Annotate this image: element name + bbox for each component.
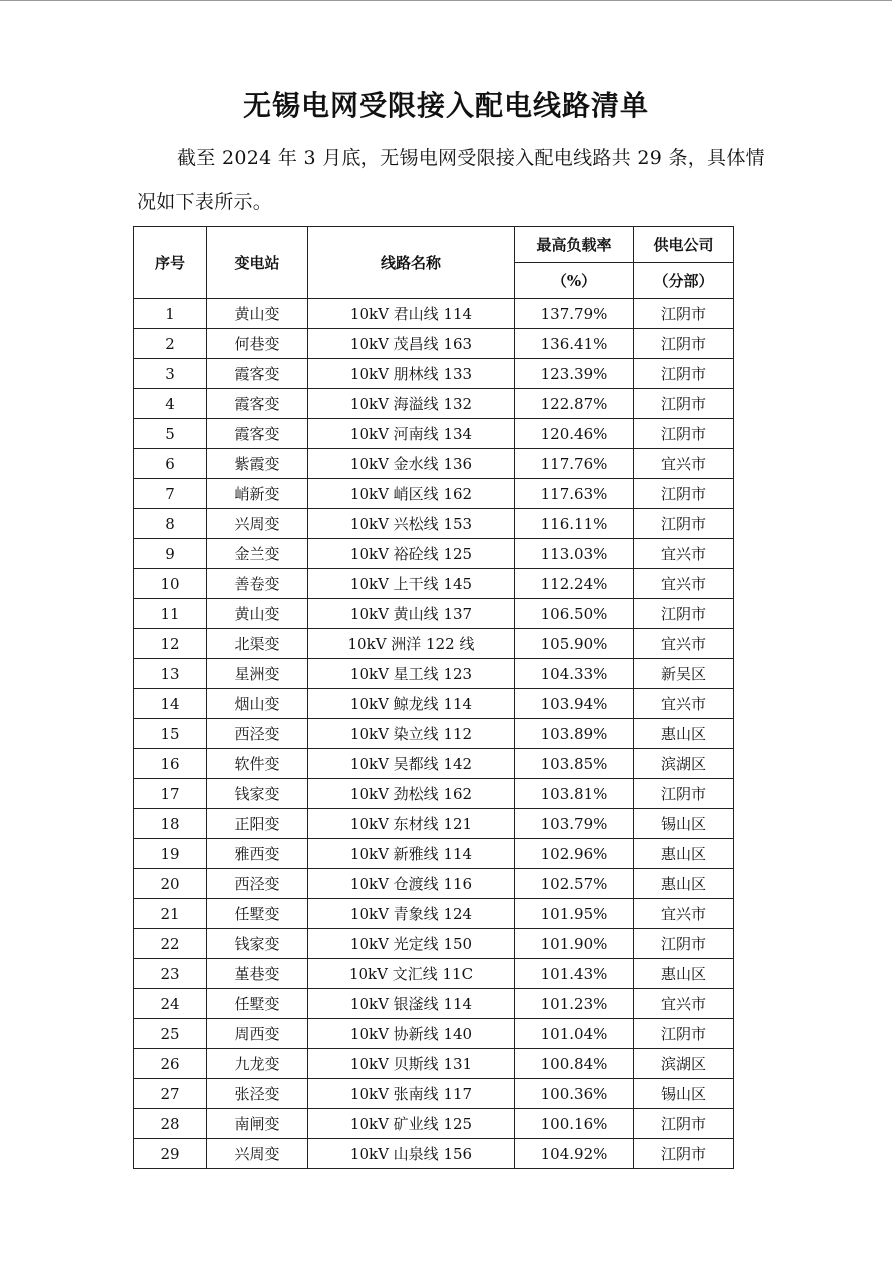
cell-substation: 九龙变 [207, 1049, 308, 1079]
cell-substation: 紫霞变 [207, 449, 308, 479]
cell-no: 19 [134, 839, 207, 869]
table-row [134, 599, 734, 629]
table-row [134, 659, 734, 689]
cell-line-name: 10kV 茂昌线 163 [308, 329, 515, 359]
cell-company: 江阴市 [634, 389, 734, 419]
cell-no: 20 [134, 869, 207, 899]
document-title: 无锡电网受限接入配电线路清单 [242, 89, 649, 122]
header-power-company: 供电公司 [634, 227, 734, 263]
table-header [134, 227, 734, 299]
cell-company: 江阴市 [634, 1139, 734, 1169]
cell-company: 江阴市 [634, 599, 734, 629]
table-row [134, 329, 734, 359]
cell-load-rate: 103.85% [515, 749, 634, 779]
cell-no: 25 [134, 1019, 207, 1049]
cell-no: 1 [134, 299, 207, 329]
cell-substation: 西泾变 [207, 869, 308, 899]
cell-load-rate: 105.90% [515, 629, 634, 659]
restricted-lines-table [133, 226, 734, 1169]
cell-line-name: 10kV 鲸龙线 114 [308, 689, 515, 719]
cell-company: 江阴市 [634, 299, 734, 329]
cell-no: 13 [134, 659, 207, 689]
cell-load-rate: 116.11% [515, 509, 634, 539]
table-row [134, 509, 734, 539]
table-row [134, 299, 734, 329]
header-max-load-rate: 最高负载率 [515, 227, 634, 263]
cell-no: 28 [134, 1109, 207, 1139]
cell-no: 14 [134, 689, 207, 719]
header-no: 序号 [134, 227, 207, 299]
cell-line-name: 10kV 海溢线 132 [308, 389, 515, 419]
cell-company: 滨湖区 [634, 1049, 734, 1079]
cell-load-rate: 117.76% [515, 449, 634, 479]
cell-substation: 霞客变 [207, 419, 308, 449]
cell-substation: 软件变 [207, 749, 308, 779]
cell-no: 9 [134, 539, 207, 569]
cell-company: 惠山区 [634, 839, 734, 869]
cell-substation: 何巷变 [207, 329, 308, 359]
cell-company: 江阴市 [634, 1109, 734, 1139]
cell-company: 江阴市 [634, 1019, 734, 1049]
table-row [134, 689, 734, 719]
cell-load-rate: 117.63% [515, 479, 634, 509]
cell-line-name: 10kV 新雅线 114 [308, 839, 515, 869]
cell-line-name: 10kV 黄山线 137 [308, 599, 515, 629]
cell-no: 11 [134, 599, 207, 629]
table-row [134, 419, 734, 449]
table-row [134, 359, 734, 389]
cell-line-name: 10kV 兴松线 153 [308, 509, 515, 539]
cell-company: 宜兴市 [634, 539, 734, 569]
cell-no: 5 [134, 419, 207, 449]
cell-company: 宜兴市 [634, 569, 734, 599]
cell-company: 宜兴市 [634, 449, 734, 479]
cell-load-rate: 103.89% [515, 719, 634, 749]
cell-company: 惠山区 [634, 719, 734, 749]
table-row [134, 779, 734, 809]
cell-substation: 星洲变 [207, 659, 308, 689]
cell-line-name: 10kV 仓渡线 116 [308, 869, 515, 899]
cell-line-name: 10kV 洲洋 122 线 [308, 629, 515, 659]
cell-load-rate: 101.04% [515, 1019, 634, 1049]
cell-load-rate: 122.87% [515, 389, 634, 419]
cell-no: 18 [134, 809, 207, 839]
cell-no: 22 [134, 929, 207, 959]
cell-substation: 任墅变 [207, 899, 308, 929]
cell-substation: 兴周变 [207, 509, 308, 539]
cell-substation: 兴周变 [207, 1139, 308, 1169]
cell-company: 江阴市 [634, 359, 734, 389]
table-row [134, 929, 734, 959]
cell-substation: 善卷变 [207, 569, 308, 599]
cell-substation: 钱家变 [207, 779, 308, 809]
table-row [134, 839, 734, 869]
cell-substation: 北渠变 [207, 629, 308, 659]
cell-line-name: 10kV 上干线 145 [308, 569, 515, 599]
cell-load-rate: 100.16% [515, 1109, 634, 1139]
cell-no: 24 [134, 989, 207, 1019]
cell-substation: 金兰变 [207, 539, 308, 569]
cell-load-rate: 104.92% [515, 1139, 634, 1169]
header-company-unit: （分部） [634, 263, 734, 299]
table-row [134, 569, 734, 599]
cell-load-rate: 103.79% [515, 809, 634, 839]
cell-substation: 堇巷变 [207, 959, 308, 989]
cell-substation: 周西变 [207, 1019, 308, 1049]
cell-no: 12 [134, 629, 207, 659]
cell-line-name: 10kV 银滏线 114 [308, 989, 515, 1019]
cell-substation: 黄山变 [207, 299, 308, 329]
table-row [134, 899, 734, 929]
table-row [134, 449, 734, 479]
cell-line-name: 10kV 东材线 121 [308, 809, 515, 839]
cell-no: 10 [134, 569, 207, 599]
cell-line-name: 10kV 光定线 150 [308, 929, 515, 959]
table-row [134, 1049, 734, 1079]
cell-company: 江阴市 [634, 479, 734, 509]
cell-no: 26 [134, 1049, 207, 1079]
cell-load-rate: 101.23% [515, 989, 634, 1019]
cell-substation: 张泾变 [207, 1079, 308, 1109]
table-row [134, 389, 734, 419]
table-row [134, 989, 734, 1019]
cell-substation: 钱家变 [207, 929, 308, 959]
header-line-name: 线路名称 [308, 227, 515, 299]
cell-load-rate: 104.33% [515, 659, 634, 689]
cell-no: 3 [134, 359, 207, 389]
table-row [134, 719, 734, 749]
cell-line-name: 10kV 贝斯线 131 [308, 1049, 515, 1079]
header-substation: 变电站 [207, 227, 308, 299]
cell-no: 27 [134, 1079, 207, 1109]
cell-no: 15 [134, 719, 207, 749]
cell-no: 29 [134, 1139, 207, 1169]
cell-substation: 峭新变 [207, 479, 308, 509]
cell-load-rate: 101.43% [515, 959, 634, 989]
cell-company: 新吴区 [634, 659, 734, 689]
cell-load-rate: 136.41% [515, 329, 634, 359]
cell-company: 宜兴市 [634, 629, 734, 659]
cell-line-name: 10kV 矿业线 125 [308, 1109, 515, 1139]
table-row [134, 479, 734, 509]
cell-load-rate: 101.95% [515, 899, 634, 929]
table-row [134, 1109, 734, 1139]
table-body [134, 299, 734, 1169]
cell-company: 锡山区 [634, 809, 734, 839]
cell-company: 宜兴市 [634, 689, 734, 719]
cell-load-rate: 101.90% [515, 929, 634, 959]
table-row [134, 869, 734, 899]
cell-no: 23 [134, 959, 207, 989]
cell-load-rate: 112.24% [515, 569, 634, 599]
cell-load-rate: 113.03% [515, 539, 634, 569]
cell-company: 惠山区 [634, 869, 734, 899]
cell-line-name: 10kV 文汇线 11C [308, 959, 515, 989]
cell-line-name: 10kV 劲松线 162 [308, 779, 515, 809]
cell-substation: 黄山变 [207, 599, 308, 629]
cell-line-name: 10kV 染立线 112 [308, 719, 515, 749]
cell-line-name: 10kV 朋林线 133 [308, 359, 515, 389]
cell-load-rate: 120.46% [515, 419, 634, 449]
table-row [134, 749, 734, 779]
cell-line-name: 10kV 金水线 136 [308, 449, 515, 479]
cell-company: 宜兴市 [634, 899, 734, 929]
cell-substation: 霞客变 [207, 389, 308, 419]
cell-no: 21 [134, 899, 207, 929]
cell-no: 8 [134, 509, 207, 539]
table-row [134, 1019, 734, 1049]
cell-substation: 任墅变 [207, 989, 308, 1019]
cell-load-rate: 102.96% [515, 839, 634, 869]
cell-company: 江阴市 [634, 779, 734, 809]
cell-load-rate: 106.50% [515, 599, 634, 629]
cell-line-name: 10kV 山泉线 156 [308, 1139, 515, 1169]
table-row [134, 1139, 734, 1169]
header-row-top [134, 227, 734, 263]
cell-no: 2 [134, 329, 207, 359]
cell-line-name: 10kV 峭区线 162 [308, 479, 515, 509]
cell-line-name: 10kV 君山线 114 [308, 299, 515, 329]
cell-line-name: 10kV 裕砼线 125 [308, 539, 515, 569]
cell-line-name: 10kV 青象线 124 [308, 899, 515, 929]
cell-line-name: 10kV 河南线 134 [308, 419, 515, 449]
cell-load-rate: 102.57% [515, 869, 634, 899]
cell-substation: 西泾变 [207, 719, 308, 749]
cell-no: 4 [134, 389, 207, 419]
cell-line-name: 10kV 星工线 123 [308, 659, 515, 689]
cell-load-rate: 137.79% [515, 299, 634, 329]
cell-substation: 雅西变 [207, 839, 308, 869]
cell-line-name: 10kV 张南线 117 [308, 1079, 515, 1109]
cell-company: 江阴市 [634, 329, 734, 359]
page-top-border [0, 0, 892, 4]
cell-substation: 霞客变 [207, 359, 308, 389]
cell-load-rate: 103.94% [515, 689, 634, 719]
cell-company: 江阴市 [634, 419, 734, 449]
cell-company: 滨湖区 [634, 749, 734, 779]
cell-substation: 烟山变 [207, 689, 308, 719]
cell-substation: 正阳变 [207, 809, 308, 839]
cell-no: 17 [134, 779, 207, 809]
cell-company: 江阴市 [634, 509, 734, 539]
cell-no: 6 [134, 449, 207, 479]
cell-company: 宜兴市 [634, 989, 734, 1019]
cell-company: 江阴市 [634, 929, 734, 959]
table-row [134, 959, 734, 989]
cell-no: 16 [134, 749, 207, 779]
cell-company: 惠山区 [634, 959, 734, 989]
cell-substation: 南闸变 [207, 1109, 308, 1139]
table-row [134, 539, 734, 569]
header-rate-unit: （%） [515, 263, 634, 299]
intro-paragraph: 截至 2024 年 3 月底，无锡电网受限接入配电线路共 29 条，具体情况如下表所示。 [137, 147, 765, 213]
table-row [134, 629, 734, 659]
cell-load-rate: 123.39% [515, 359, 634, 389]
cell-line-name: 10kV 吴都线 142 [308, 749, 515, 779]
cell-load-rate: 103.81% [515, 779, 634, 809]
cell-line-name: 10kV 协新线 140 [308, 1019, 515, 1049]
cell-company: 锡山区 [634, 1079, 734, 1109]
table-row [134, 809, 734, 839]
table-row [134, 1079, 734, 1109]
cell-load-rate: 100.36% [515, 1079, 634, 1109]
cell-no: 7 [134, 479, 207, 509]
cell-load-rate: 100.84% [515, 1049, 634, 1079]
